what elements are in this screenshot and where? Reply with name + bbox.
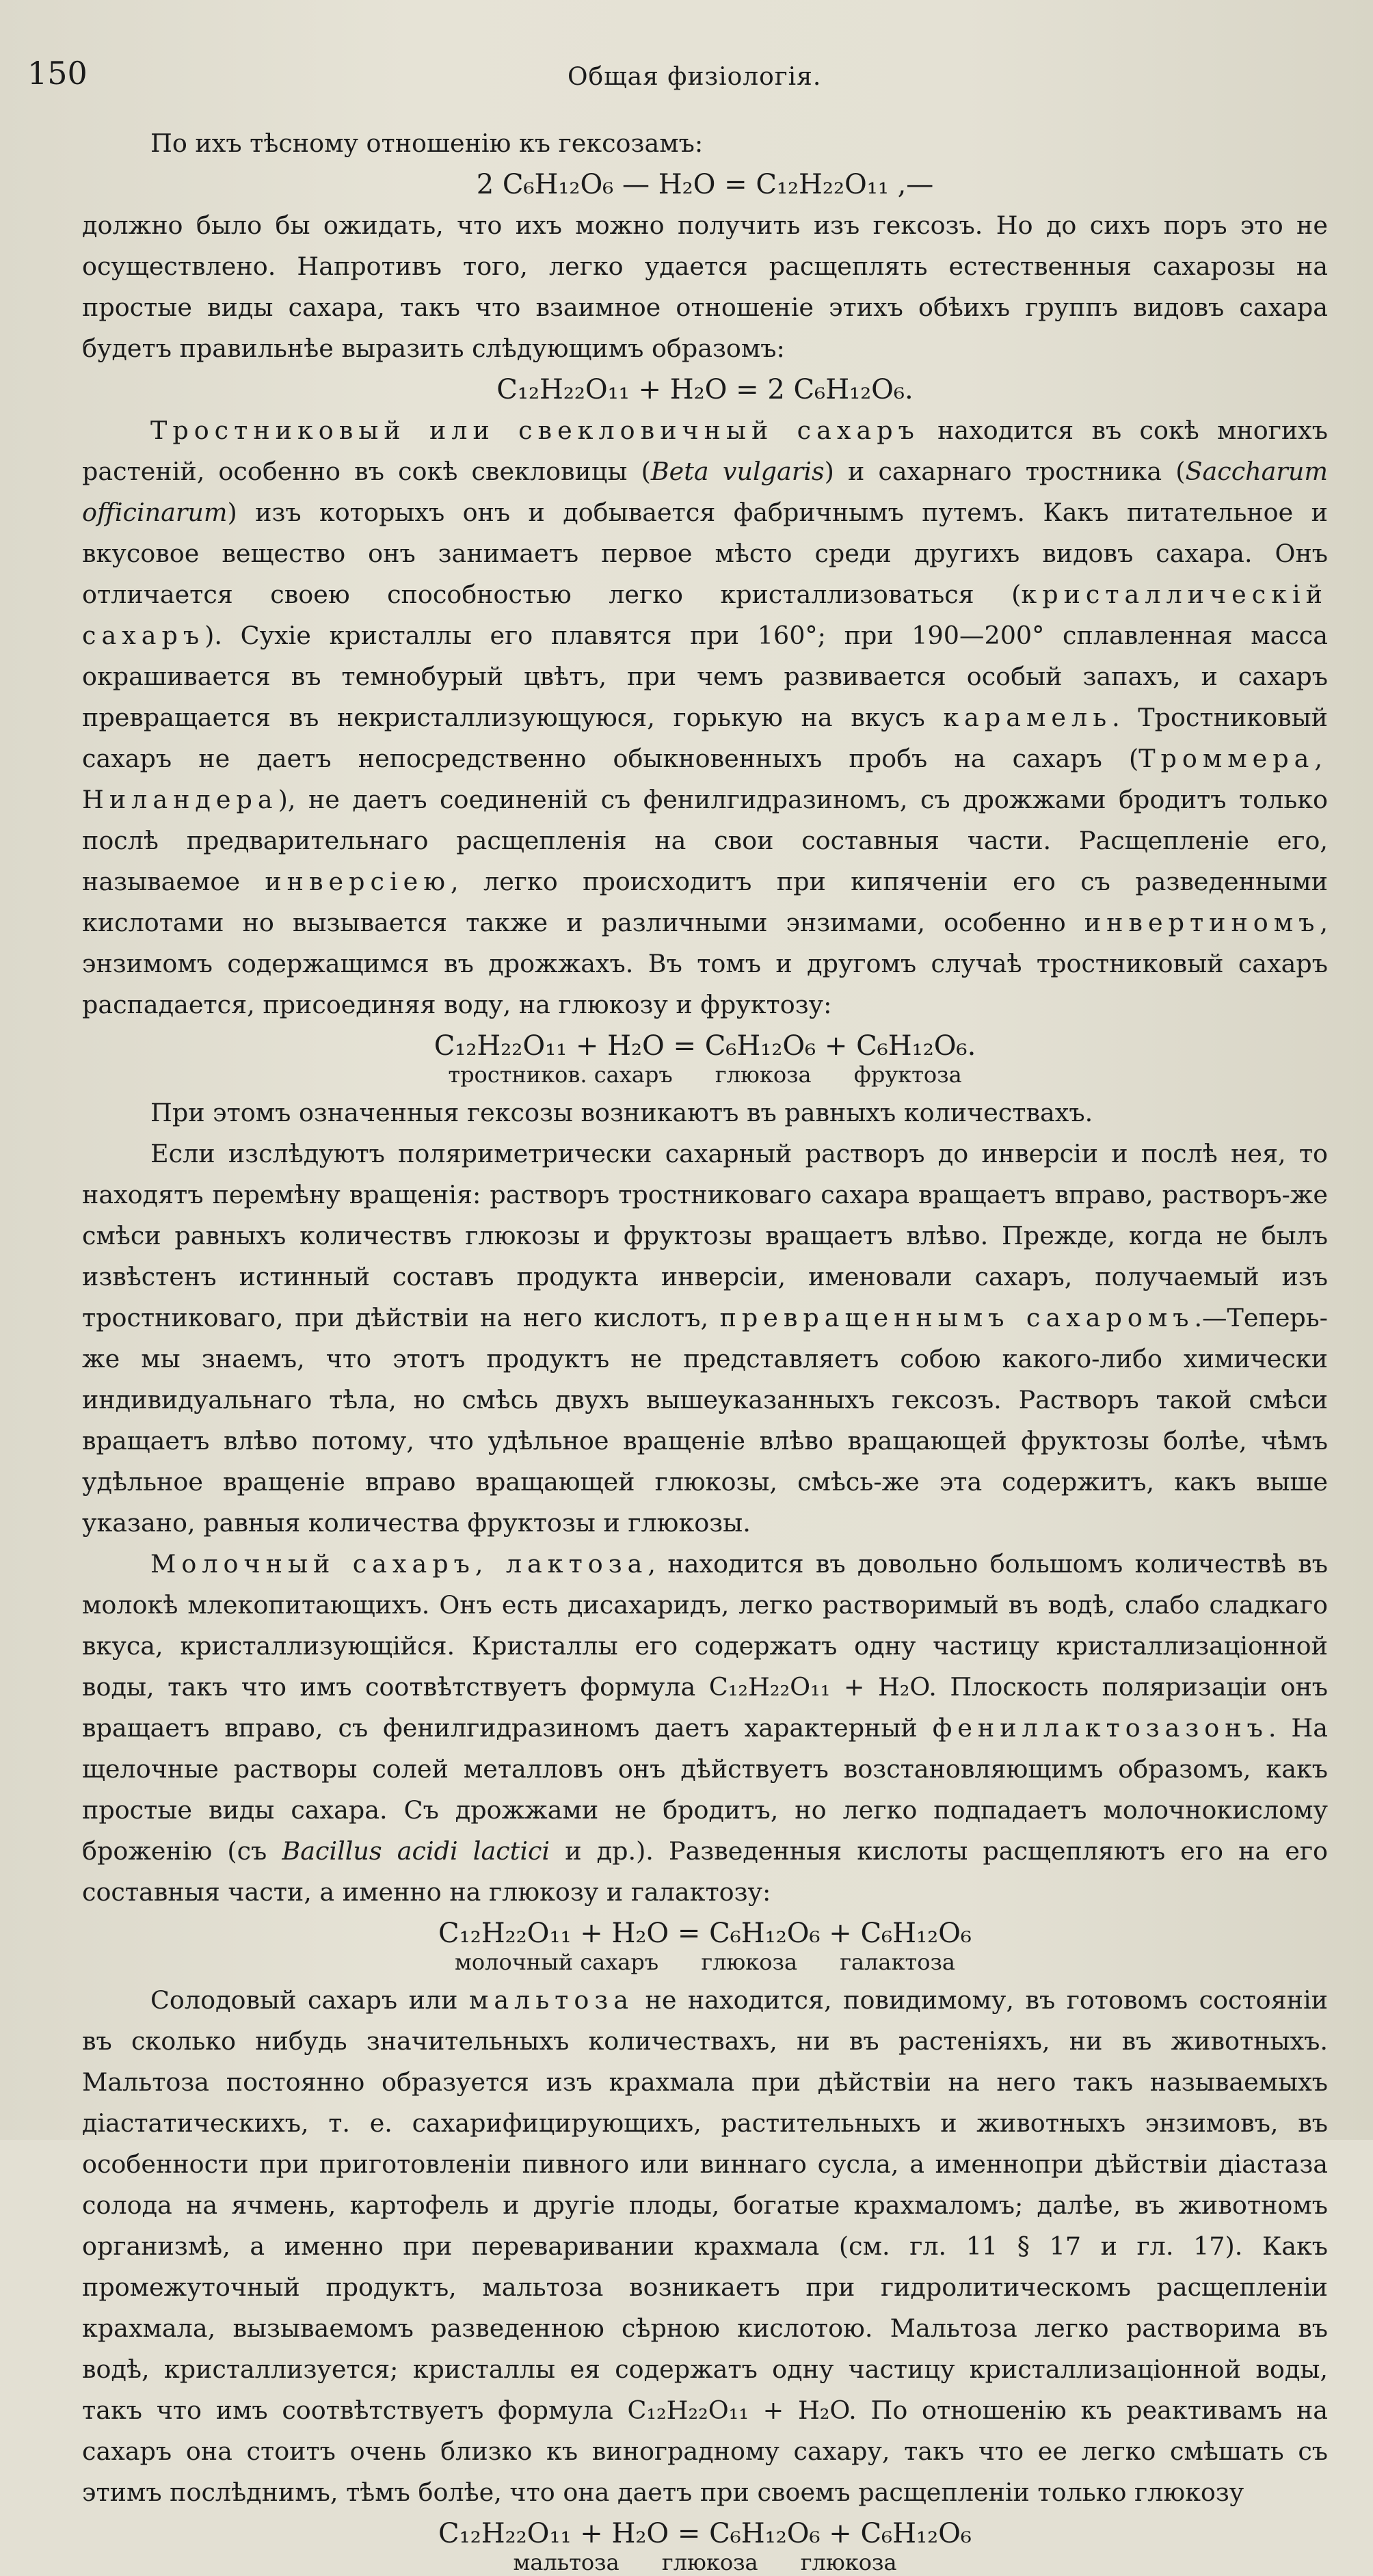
latin-saccharum: Saccharum officinarum xyxy=(82,457,1328,527)
term-maltose: мальтоза xyxy=(468,1985,634,2015)
term-caramel: карамель xyxy=(943,703,1112,732)
label-glucose: глюкоза xyxy=(715,1062,812,1088)
latin-bacillus: Bacillus acidi lactici xyxy=(282,1836,550,1866)
term-malt-sugar: Солодовый сахаръ xyxy=(150,1985,398,2015)
label-galactose: галактоза xyxy=(840,1949,955,1975)
term-cane-sugar: Тростниковый или свекловичный сахаръ xyxy=(150,416,920,445)
formula-labels-maltose xyxy=(82,2549,1328,2576)
formula-lactose-hydrolysis: C₁₂H₂₂O₁₁ + H₂O = C₆H₁₂O₆ + C₆H₁₂O₆ xyxy=(438,1918,972,1949)
paragraph-milk-sugar: Молочный сахаръ, лактоза, находится въ довольно большомъ количествѣ въ молокѣ млекопитающихъ. Онъ есть дисахаридъ, легко растворимый въ водѣ, слабо сладкаго вкуса, кристаллизующійся. Кристаллы его содержатъ одну частицу кристаллизаціонной воды, такъ что имъ соотвѣтствуетъ формула C₁₂H₂₂O₁₁ + H₂O. Плоскость поляризаціи онъ вращаетъ вправо, съ фенилгидразиномъ даетъ характерный фениллактозазонъ. На щелочные растворы солей металловъ онъ дѣйствуетъ возстановляющимъ образомъ, какъ простые виды сахара. Съ дрожжами не бродитъ, но легко подпадаетъ молочнокислому броженію (съ Bacillus acidi lactici и др.). Разведенныя кислоты расщепляютъ его на его составныя части, а именно на глюкозу и галактозу: xyxy=(82,1549,1329,1907)
paragraph-equal-amounts: При этомъ означенныя гексозы возникаютъ въ равныхъ количествахъ. xyxy=(150,1098,1093,1127)
term-trommer-nylander: Троммера, Ниландера xyxy=(82,744,1328,814)
paragraph-polarimetry: Если изслѣдуютъ поляриметрически сахарный растворъ до инверсіи и послѣ нея, то находятъ перемѣну вращенія: растворъ тростниковаго сахара вращаетъ вправо, растворъ-же смѣси равныхъ количествъ глюкозы и фруктозы вращаетъ влѣво. Прежде, когда не былъ извѣстенъ истинный составъ продукта инверсіи, именовали сахаръ, получаемый изъ тростниковаго, при дѣйствіи на него кислотъ, превращеннымъ сахаромъ.—Теперь-же мы знаемъ, что этотъ продуктъ не представляетъ собою какого-либо химически индивидуальнаго тѣла, но смѣсь двухъ вышеуказанныхъ гексозъ. Растворъ такой смѣси вращаетъ влѣво потому, что удѣльное вращеніе влѣво вращающей фруктозы болѣе, чѣмъ удѣльное вращеніе вправо вращающей глюкозы, смѣсь-же эта содержитъ, какъ выше указано, равныя количества фруктозы и глюкозы. xyxy=(82,1139,1328,1538)
formula-sucrose-hydrolysis: C₁₂H₂₂O₁₁ + H₂O = 2 C₆H₁₂O₆. xyxy=(496,374,914,405)
formula-hexose-condensation: 2 C₆H₁₂O₆ — H₂O = C₁₂H₂₂O₁₁ ,— xyxy=(476,169,934,200)
label-glucose: глюкоза xyxy=(800,2549,897,2575)
formula-labels-lactose xyxy=(82,1948,1328,1976)
term-crystal-sugar: кристаллическій сахаръ xyxy=(82,580,1328,650)
term-inversion: инверсіею xyxy=(265,867,451,896)
label-maltose: мальтоза xyxy=(513,2549,619,2575)
body-text xyxy=(27,123,1335,2576)
formula-sucrose-inversion: C₁₂H₂₂O₁₁ + H₂O = C₆H₁₂O₆ + C₆H₁₂O₆. xyxy=(434,1030,976,1062)
term-invert-sugar: превращеннымъ сахаромъ xyxy=(719,1303,1195,1332)
paragraph-maltose: Солодовый сахаръ или мальтоза не находится, повидимому, въ готовомъ состояніи въ сколько нибудь значительныхъ количествахъ, ни въ растеніяхъ, ни въ животныхъ. Мальтоза постоянно образуется изъ крахмала при дѣйствіи на него такъ называемыхъ діастатическихъ, т. е. сахарифицирующихъ, растительныхъ и животныхъ энзимовъ, въ особенности при приготовленіи пивного или виннаго сусла, а именнопри дѣйствіи діастаза солода на ячмень, картофель и другіе плоды, богатые крахмаломъ; далѣе, въ животномъ организмѣ, а именно при переваривании крахмала (см. гл. 11 § 17 и гл. 17). Какъ промежуточный продуктъ, мальтоза возникаетъ при гидролитическомъ расщепленіи крахмала, вызываемомъ разведенною сѣрною кислотою. Мальтоза легко растворима въ водѣ, кристаллизуется; кристаллы ея содержатъ одну частицу кристаллизаціонной воды, такъ что имъ соотвѣтствуетъ формула C₁₂H₂₂O₁₁ + H₂O. По отношенію къ реактивамъ на сахаръ она стоитъ очень близко къ виноградному сахару, такъ что ее легко смѣшать съ этимъ послѣднимъ, тѣмъ болѣе, что она даетъ при своемъ расщепленіи только глюкозу xyxy=(82,1985,1329,2507)
paragraph-cane-sugar: Тростниковый или свекловичный сахаръ находится въ сокѣ многихъ растеній, особенно въ сокѣ свекловицы (Beta vulgaris) и сахарнаго тростника (Saccharum officinarum) изъ которыхъ онъ и добывается фабричнымъ путемъ. Какъ питательное и вкусовое вещество онъ занимаетъ первое мѣсто среди другихъ видовъ сахара. Онъ отличается своею способностью легко кристаллизоваться (кристаллическій сахаръ). Сухіе кристаллы его плавятся при 160°; при 190—200° сплавленная масса окрашивается въ темнобурый цвѣтъ, при чемъ развивается особый запахъ, и сахаръ превращается въ некристаллизующуюся, горькую на вкусъ карамель. Тростниковый сахаръ не даетъ непосредственно обыкновенныхъ пробъ на сахаръ (Троммера, Ниландера), не даетъ соединеній съ фенилгидразиномъ, съ дрожжами бродитъ только послѣ предварительнаго расщепленія на свои составныя части. Расщепленіе его, называемое инверсіею, легко происходитъ при кипяченіи его съ разведенными кислотами но вызывается также и различными энзимами, особенно инвертиномъ, энзимомъ содержащимся въ дрожжахъ. Въ томъ и другомъ случаѣ тростниковый сахаръ распадается, присоединяя воду, на глюкозу и фруктозу: xyxy=(82,416,1328,1019)
label-milk-sugar: молочный сахаръ xyxy=(454,1949,659,1975)
running-title: Общая физіологія. xyxy=(568,63,822,91)
paragraph-sucrose-relation: должно было бы ожидать, что ихъ можно получить изъ гексозъ. Но до сихъ поръ это не осуществлено. Напротивъ того, легко удается расщеплять естественныя сахарозы на простые виды сахара, такъ что взаимное отношеніе этихъ обѣихъ группъ видовъ сахара будетъ правильнѣе выразить слѣдующимъ образомъ: xyxy=(82,211,1328,363)
page-number: 150 xyxy=(27,55,88,92)
label-glucose: глюкоза xyxy=(701,1949,798,1975)
term-invertin: инвертиномъ xyxy=(1084,908,1320,937)
formula-maltose-hydrolysis: C₁₂H₂₂O₁₁ + H₂O = C₆H₁₂O₆ + C₆H₁₂O₆ xyxy=(438,2518,972,2549)
page-header xyxy=(27,41,1335,123)
label-fructose: фруктоза xyxy=(853,1062,962,1088)
paragraph-intro: По ихъ тѣсному отношенію къ гексозамъ: xyxy=(150,129,704,158)
latin-beta-vulgaris: Beta vulgaris xyxy=(650,457,825,486)
term-milk-sugar: Молочный сахаръ, лактоза xyxy=(150,1549,648,1579)
term-phenyllactosazone: фениллактозазонъ xyxy=(932,1713,1268,1743)
formula-labels-inversion xyxy=(82,1061,1328,1088)
label-cane-sugar: тростников. сахаръ xyxy=(448,1062,673,1088)
label-glucose: глюкоза xyxy=(661,2549,758,2575)
